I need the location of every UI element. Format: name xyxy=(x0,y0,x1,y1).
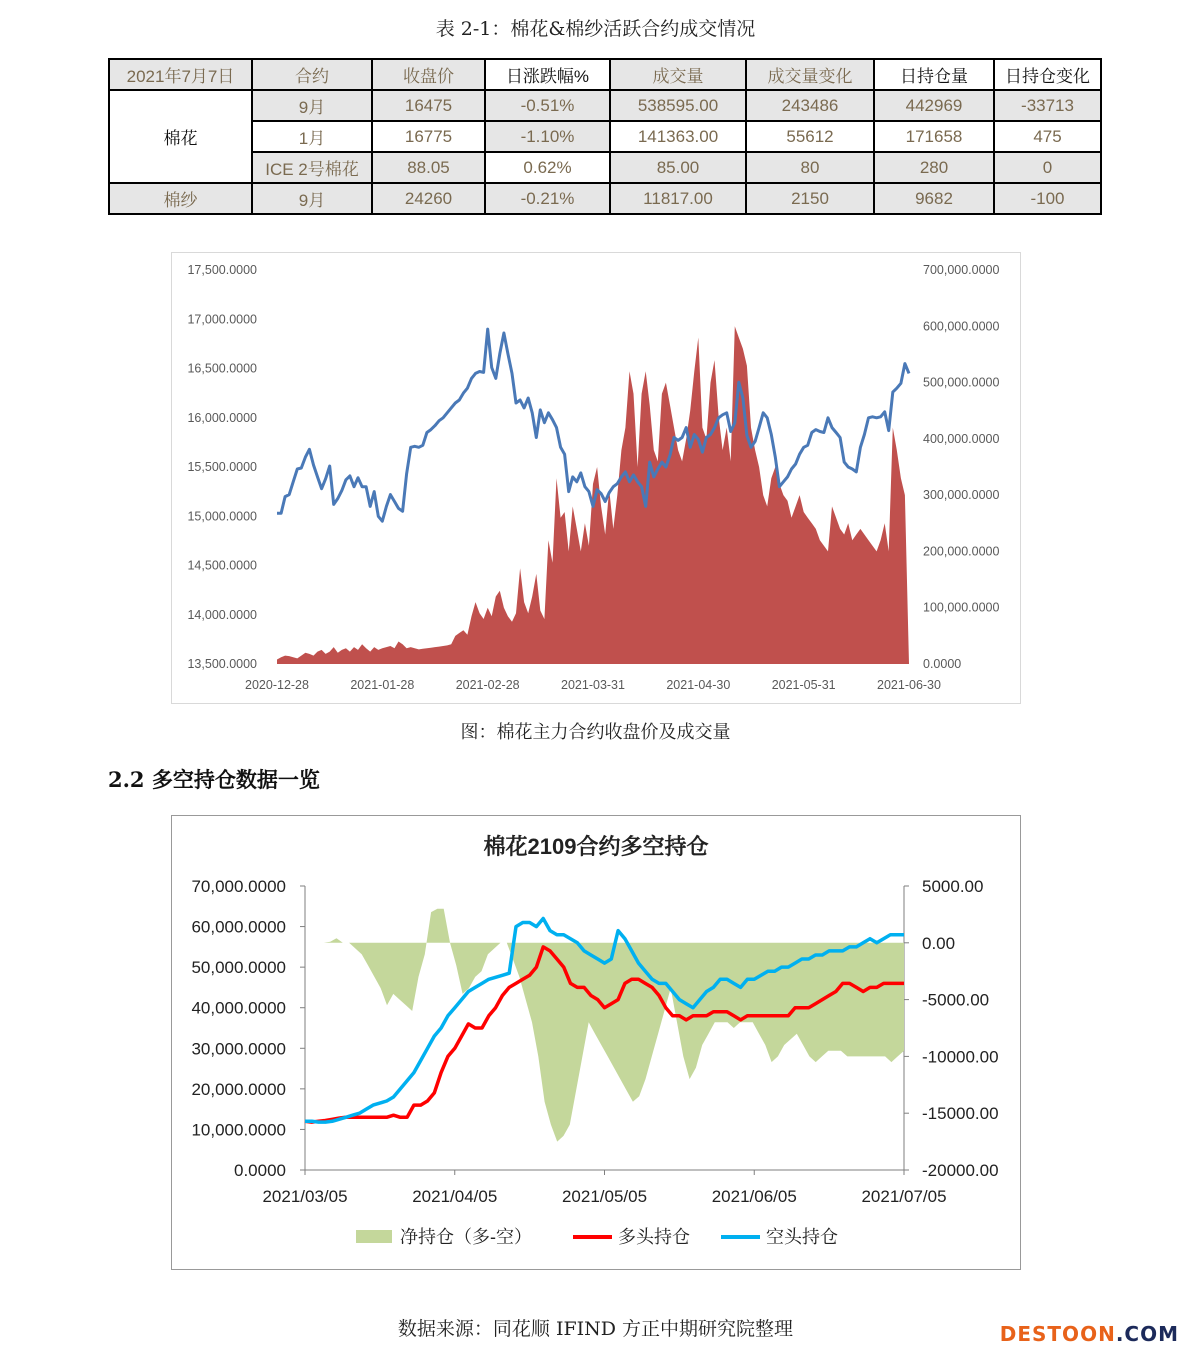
header-contract: 合约 xyxy=(252,59,372,90)
left-axis-tick-label: 40,000.0000 xyxy=(191,998,286,1018)
right-axis-tick-label: 400,000.0000 xyxy=(923,431,1000,446)
x-axis-tick-label: 2021/03/05 xyxy=(262,1187,348,1206)
position-chart xyxy=(171,815,1021,1270)
x-axis-tick-label: 2021/07/05 xyxy=(861,1187,947,1206)
cell: 2150 xyxy=(746,183,874,214)
right-axis-tick-label: 0.00 xyxy=(922,933,956,953)
legend-long-label: 多头持仓 xyxy=(618,1227,690,1247)
right-axis-tick-label: 100,000.0000 xyxy=(923,600,1000,615)
header-open-interest: 日持仓量 xyxy=(874,59,994,90)
cell: 80 xyxy=(746,152,874,183)
cell: 9月 xyxy=(252,90,372,121)
cell: -33713 xyxy=(994,90,1101,121)
x-axis-tick-label: 2021/05/05 xyxy=(561,1187,648,1206)
right-axis-tick-label: 700,000.0000 xyxy=(923,263,1000,277)
figure-caption: 图：棉花主力合约收盘价及成交量 xyxy=(460,722,731,743)
table-header-row xyxy=(109,59,1101,90)
cell: 0 xyxy=(994,152,1101,183)
x-axis-tick-label: 2020-12-28 xyxy=(245,678,309,692)
right-axis-tick-label: 0.0000 xyxy=(923,657,962,671)
cell: 11817.00 xyxy=(610,183,746,214)
header-volume: 成交量 xyxy=(610,59,746,90)
watermark-logo xyxy=(1000,1322,1179,1346)
x-axis-tick-label: 2021-03-31 xyxy=(561,678,625,692)
right-axis-tick-label: -5000.00 xyxy=(922,990,990,1010)
cell: 9月 xyxy=(252,183,372,214)
left-axis-tick-label: 16,500.0000 xyxy=(187,361,257,376)
left-axis-tick-label: 10,000.0000 xyxy=(191,1120,286,1140)
header-date: 2021年7月7日 xyxy=(109,59,252,90)
right-axis-tick-label: -20000.00 xyxy=(922,1161,999,1180)
cell: 475 xyxy=(994,121,1101,152)
left-axis-tick-label: 0.0000 xyxy=(234,1161,286,1180)
cell: 243486 xyxy=(746,90,874,121)
cell: -0.51% xyxy=(485,90,610,121)
price-volume-chart xyxy=(171,252,1021,704)
left-axis-tick-label: 17,500.0000 xyxy=(187,263,257,277)
header-oi-change: 日持仓变化 xyxy=(994,59,1101,90)
legend-net-label: 净持仓（多-空） xyxy=(400,1227,532,1247)
left-axis-tick-label: 15,000.0000 xyxy=(187,509,257,524)
left-axis-tick-label: 17,000.0000 xyxy=(187,312,257,327)
x-axis-tick-label: 2021/04/05 xyxy=(412,1187,498,1206)
x-axis-tick-label: 2021-02-28 xyxy=(455,678,520,692)
cell: 0.62% xyxy=(485,152,610,183)
cell: -100 xyxy=(994,183,1101,214)
right-axis-tick-label: -10000.00 xyxy=(922,1047,999,1067)
left-axis-tick-label: 14,000.0000 xyxy=(187,607,257,622)
x-axis-tick-label: 2021-01-28 xyxy=(350,678,415,692)
right-axis-tick-label: 5000.00 xyxy=(922,877,984,896)
x-axis-tick-label: 2021-05-31 xyxy=(771,678,836,692)
cell: ICE 2号棉花 xyxy=(252,152,372,183)
cell: -0.21% xyxy=(485,183,610,214)
x-axis-tick-label: 2021/06/05 xyxy=(711,1187,797,1206)
legend-short-label: 空头持仓 xyxy=(766,1227,838,1247)
group-cotton: 棉花 xyxy=(109,90,252,183)
cell: 55612 xyxy=(746,121,874,152)
left-axis-tick-label: 50,000.0000 xyxy=(191,958,286,978)
net-position-area xyxy=(305,909,904,1142)
table-row xyxy=(109,152,1101,183)
source-note: 数据来源：同花顺 IFIND 方正中期研究院整理 xyxy=(397,1318,794,1340)
right-axis-tick-label: 600,000.0000 xyxy=(923,319,1000,334)
left-axis-tick-label: 20,000.0000 xyxy=(191,1079,286,1099)
cell: 16475 xyxy=(372,90,485,121)
header-change-pct: 日涨跌幅% xyxy=(485,59,610,90)
cell: 1月 xyxy=(252,121,372,152)
x-axis-tick-label: 2021-04-30 xyxy=(666,678,731,692)
x-axis-tick-label: 2021-06-30 xyxy=(877,678,941,692)
cell: 85.00 xyxy=(610,152,746,183)
watermark-part2: .COM xyxy=(1115,1322,1179,1346)
group-yarn: 棉纱 xyxy=(109,183,252,214)
section-title: 2.2 多空持仓数据一览 xyxy=(108,767,320,792)
left-axis-tick-label: 15,500.0000 xyxy=(187,460,257,474)
quote-table xyxy=(108,58,1102,215)
position-svg xyxy=(172,816,1020,1269)
right-axis-tick-label: -15000.00 xyxy=(922,1104,999,1124)
right-axis-tick-label: 200,000.0000 xyxy=(923,544,1000,559)
table-caption: 表 2-1：棉花&棉纱活跃合约成交情况 xyxy=(435,18,756,40)
cell: -1.10% xyxy=(485,121,610,152)
left-axis-tick-label: 30,000.0000 xyxy=(191,1039,286,1059)
cell: 538595.00 xyxy=(610,90,746,121)
header-close: 收盘价 xyxy=(372,59,485,90)
left-axis-tick-label: 60,000.0000 xyxy=(191,917,286,937)
cell: 442969 xyxy=(874,90,994,121)
price-volume-svg xyxy=(172,253,1020,703)
table-row xyxy=(109,183,1101,214)
cell: 171658 xyxy=(874,121,994,152)
header-volume-change: 成交量变化 xyxy=(746,59,874,90)
left-axis-tick-label: 70,000.0000 xyxy=(191,877,286,896)
left-axis-tick-label: 13,500.0000 xyxy=(187,657,257,671)
chart-title: 棉花2109合约多空持仓 xyxy=(483,834,709,859)
legend-net-swatch xyxy=(356,1230,392,1243)
right-axis-tick-label: 500,000.0000 xyxy=(923,375,1000,390)
cell: 24260 xyxy=(372,183,485,214)
cell: 88.05 xyxy=(372,152,485,183)
right-axis-tick-label: 300,000.0000 xyxy=(923,488,1000,503)
left-axis-tick-label: 16,000.0000 xyxy=(187,410,257,425)
cell: 280 xyxy=(874,152,994,183)
table-row xyxy=(109,90,1101,121)
watermark-part1: DESTOON xyxy=(999,1322,1116,1346)
cell: 141363.00 xyxy=(610,121,746,152)
cell: 9682 xyxy=(874,183,994,214)
cell: 16775 xyxy=(372,121,485,152)
table-row xyxy=(109,121,1101,152)
left-axis-tick-label: 14,500.0000 xyxy=(187,558,257,573)
